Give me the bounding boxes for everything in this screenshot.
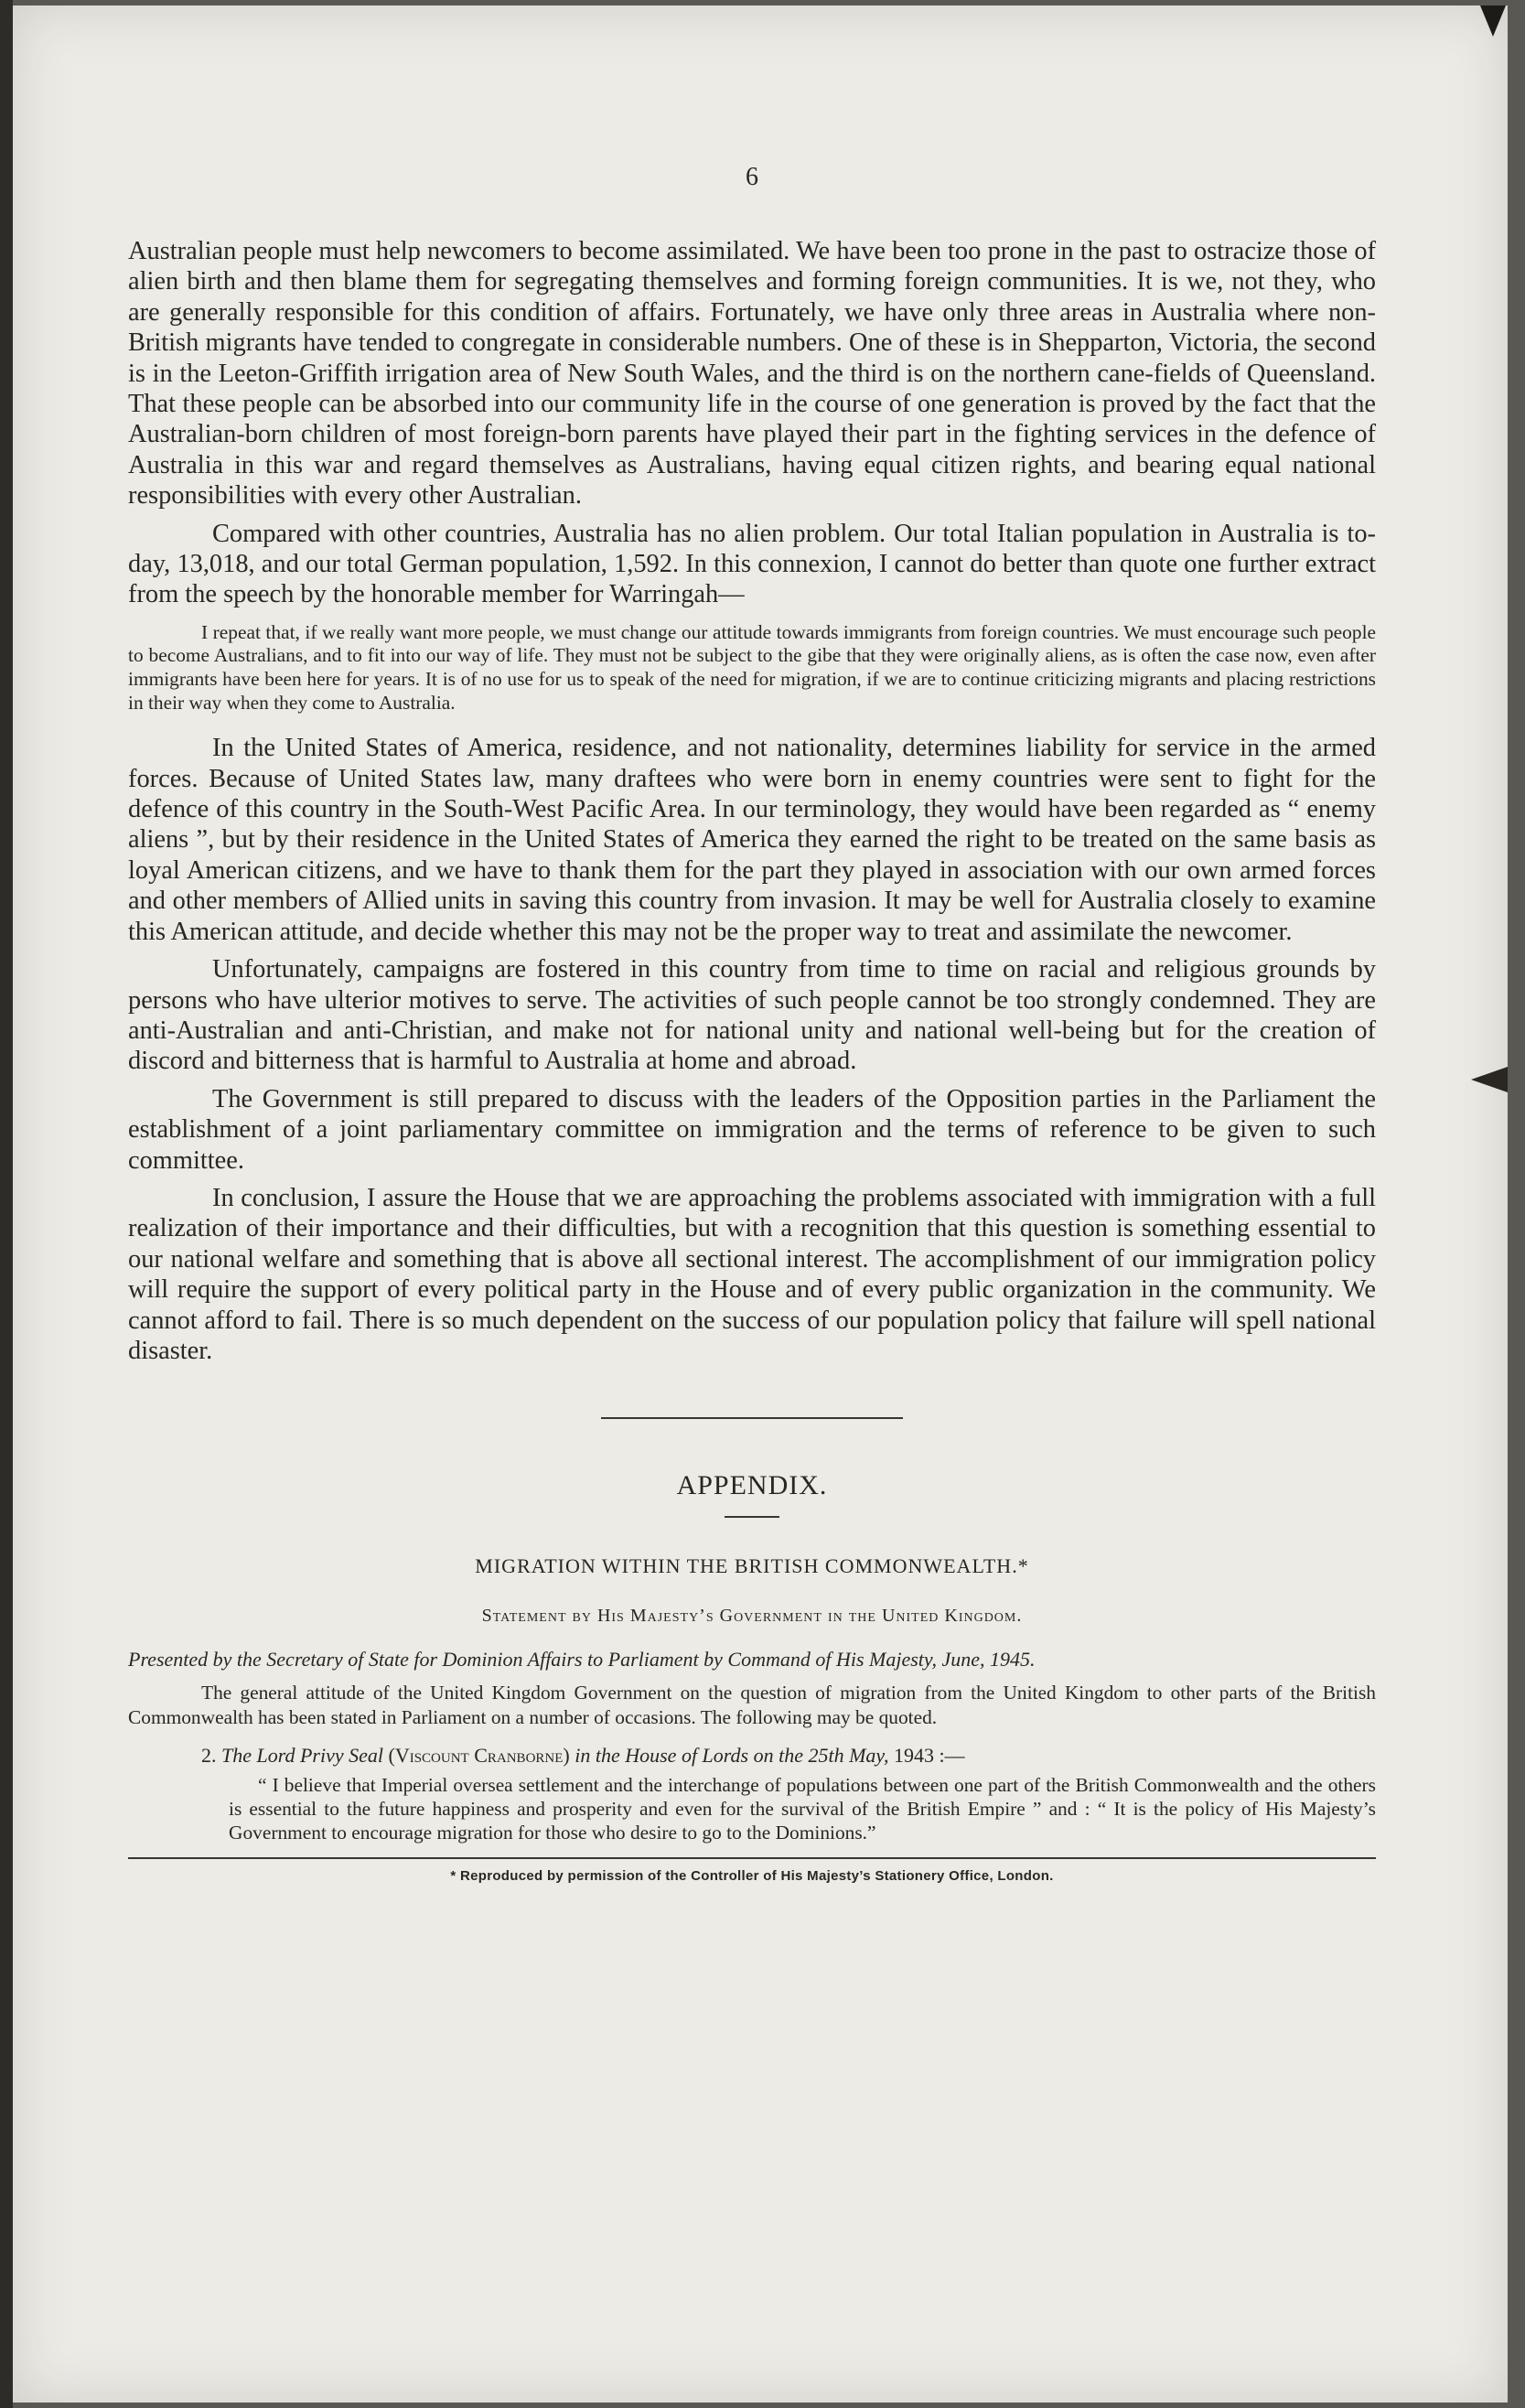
paragraph-5: The Government is still prepared to discuss with the leaders of the Opposition parties in the Parliament the establishment of a joint parliamentary committee on immigration and the terms of reference to be given to such committee. — [128, 1084, 1376, 1175]
statement-line: Statement by His Majesty’s Government in the United Kingdom. — [481, 1606, 1023, 1627]
book-spine — [0, 0, 13, 2408]
item-lead: The Lord Privy Seal — [221, 1744, 383, 1768]
page-number: 6 — [746, 163, 758, 191]
item-name: (Viscount Cranborne) — [388, 1744, 570, 1768]
appendix-subtitle: MIGRATION WITHIN THE BRITISH COMMONWEALTH.* — [475, 1554, 1029, 1578]
page-content — [128, 163, 1376, 1884]
title-underline — [725, 1516, 779, 1518]
item-year: 1943 :— — [893, 1744, 965, 1768]
appendix-item-2 — [201, 1743, 1376, 1768]
body-text — [128, 236, 1376, 1366]
edge-tab — [1471, 1067, 1508, 1092]
appendix-intro: The general attitude of the United Kingdom Government on the question of migration from the United Kingdom to other parts of the British Commonwealth has been stated in Parliament on a number of occasions. The following may be quoted. — [128, 1682, 1376, 1729]
footnote: * Reproduced by permission of the Controller of His Majesty’s Stationery Office, London. — [450, 1868, 1054, 1885]
paragraph-3: In the United States of America, residence, and not nationality, determines liability for service in the armed forces. Because of United States law, many draftees who were born in enemy countries were sent to fight for the defence of this country in the South-West Pacific Area. In our terminology, they would have been regarded as “ enemy aliens ”, but by their residence in the United States of America they earned the right to be treated on the same basis as loyal American citizens, and we have to thank them for the part they played in association with our own armed forces and other members of Allied units in saving this country from invasion. It may be well for Australia closely to examine this American attitude, and decide whether this may not be the proper way to treat and assimilate the newcomer. — [128, 734, 1376, 946]
corner-tab — [1480, 5, 1506, 37]
item-tail: in the House of Lords on the 25th May, — [575, 1744, 889, 1768]
appendix-title: APPENDIX. — [676, 1470, 828, 1501]
paragraph-6: In conclusion, I assure the House that we are approaching the problems associated with immigration with a full realization of their importance and their difficulties, but with a recognition that this question is something essential to our national welfare and something that is above all sectional interest. The accomplishment of our immigration policy will require the support of every political party in the House and of every public organization in the community. We cannot afford to fail. There is so much dependent on the success of our population policy that failure will spell national disaster. — [128, 1183, 1376, 1365]
paragraph-1: Australian people must help newcomers to become assimilated. We have been too prone in the past to ostracize those of alien birth and then blame them for segregating themselves and forming foreign communities. It is we, not they, who are generally responsible for this condition of affairs. Fortunately, we have only three areas in Australia where non-British migrants have tended to congregate in considerable numbers. One of these is in Shepparton, Victoria, the second is in the Leeton-Griffith irrigation area of New South Wales, and the third is on the northern cane-fields of Queensland. That these people can be absorbed into our community life in the course of one generation is proved by the fact that the Australian-born children of most foreign-born parents have played their part in the fighting services in the defence of Australia in this war and regard themselves as Australians, having equal citizen rights, and bearing equal national responsibilities with every other Australian. — [128, 237, 1376, 511]
footnote-rule — [128, 1857, 1376, 1859]
paragraph-2: Compared with other countries, Australia has no alien problem. Our total Italian population in Australia is to-day, 13,018, and our total German population, 1,592. In this connexion, I cannot do better than quote one further extract from the speech by the honorable member for Warringah— — [128, 519, 1376, 609]
document-page — [13, 5, 1508, 2403]
item-number: 2. — [201, 1744, 217, 1768]
paragraph-4: Unfortunately, campaigns are fostered in this country from time to time on racial and religious grounds by persons who have ulterior motives to serve. The activities of such people cannot be too strongly condemned. They are anti-Australian and anti-Christian, and make not for national unity and national well-being but for the creation of discord and bitterness that is harmful to Australia at home and abroad. — [128, 955, 1376, 1076]
block-quote: I repeat that, if we really want more people, we must change our attitude towards immigrants from foreign countries. We must encourage such people to become Australians, and to fit into our way of life. They must not be subject to the gibe that they were originally aliens, as is often the case now, even after immigrants have been here for years. It is of no use for us to speak of the need for migration, if we are to continue criticizing migrants and placing restrictions in their way when they come to Australia. — [128, 620, 1376, 714]
item-quote: “ I believe that Imperial oversea settlement and the interchange of populations between one part of the British Commonwealth and the others is essential to the future happiness and prosperity and even for the survival of the British Empire ” and : “ It is the policy of His Majesty’s Government to encourage migration for those who desire to go to the Dominions.” — [229, 1774, 1376, 1844]
section-divider — [601, 1417, 903, 1419]
presented-line: Presented by the Secretary of State for Dominion Affairs to Parliament by Command of His Majesty, June, 1945. — [128, 1648, 1036, 1672]
